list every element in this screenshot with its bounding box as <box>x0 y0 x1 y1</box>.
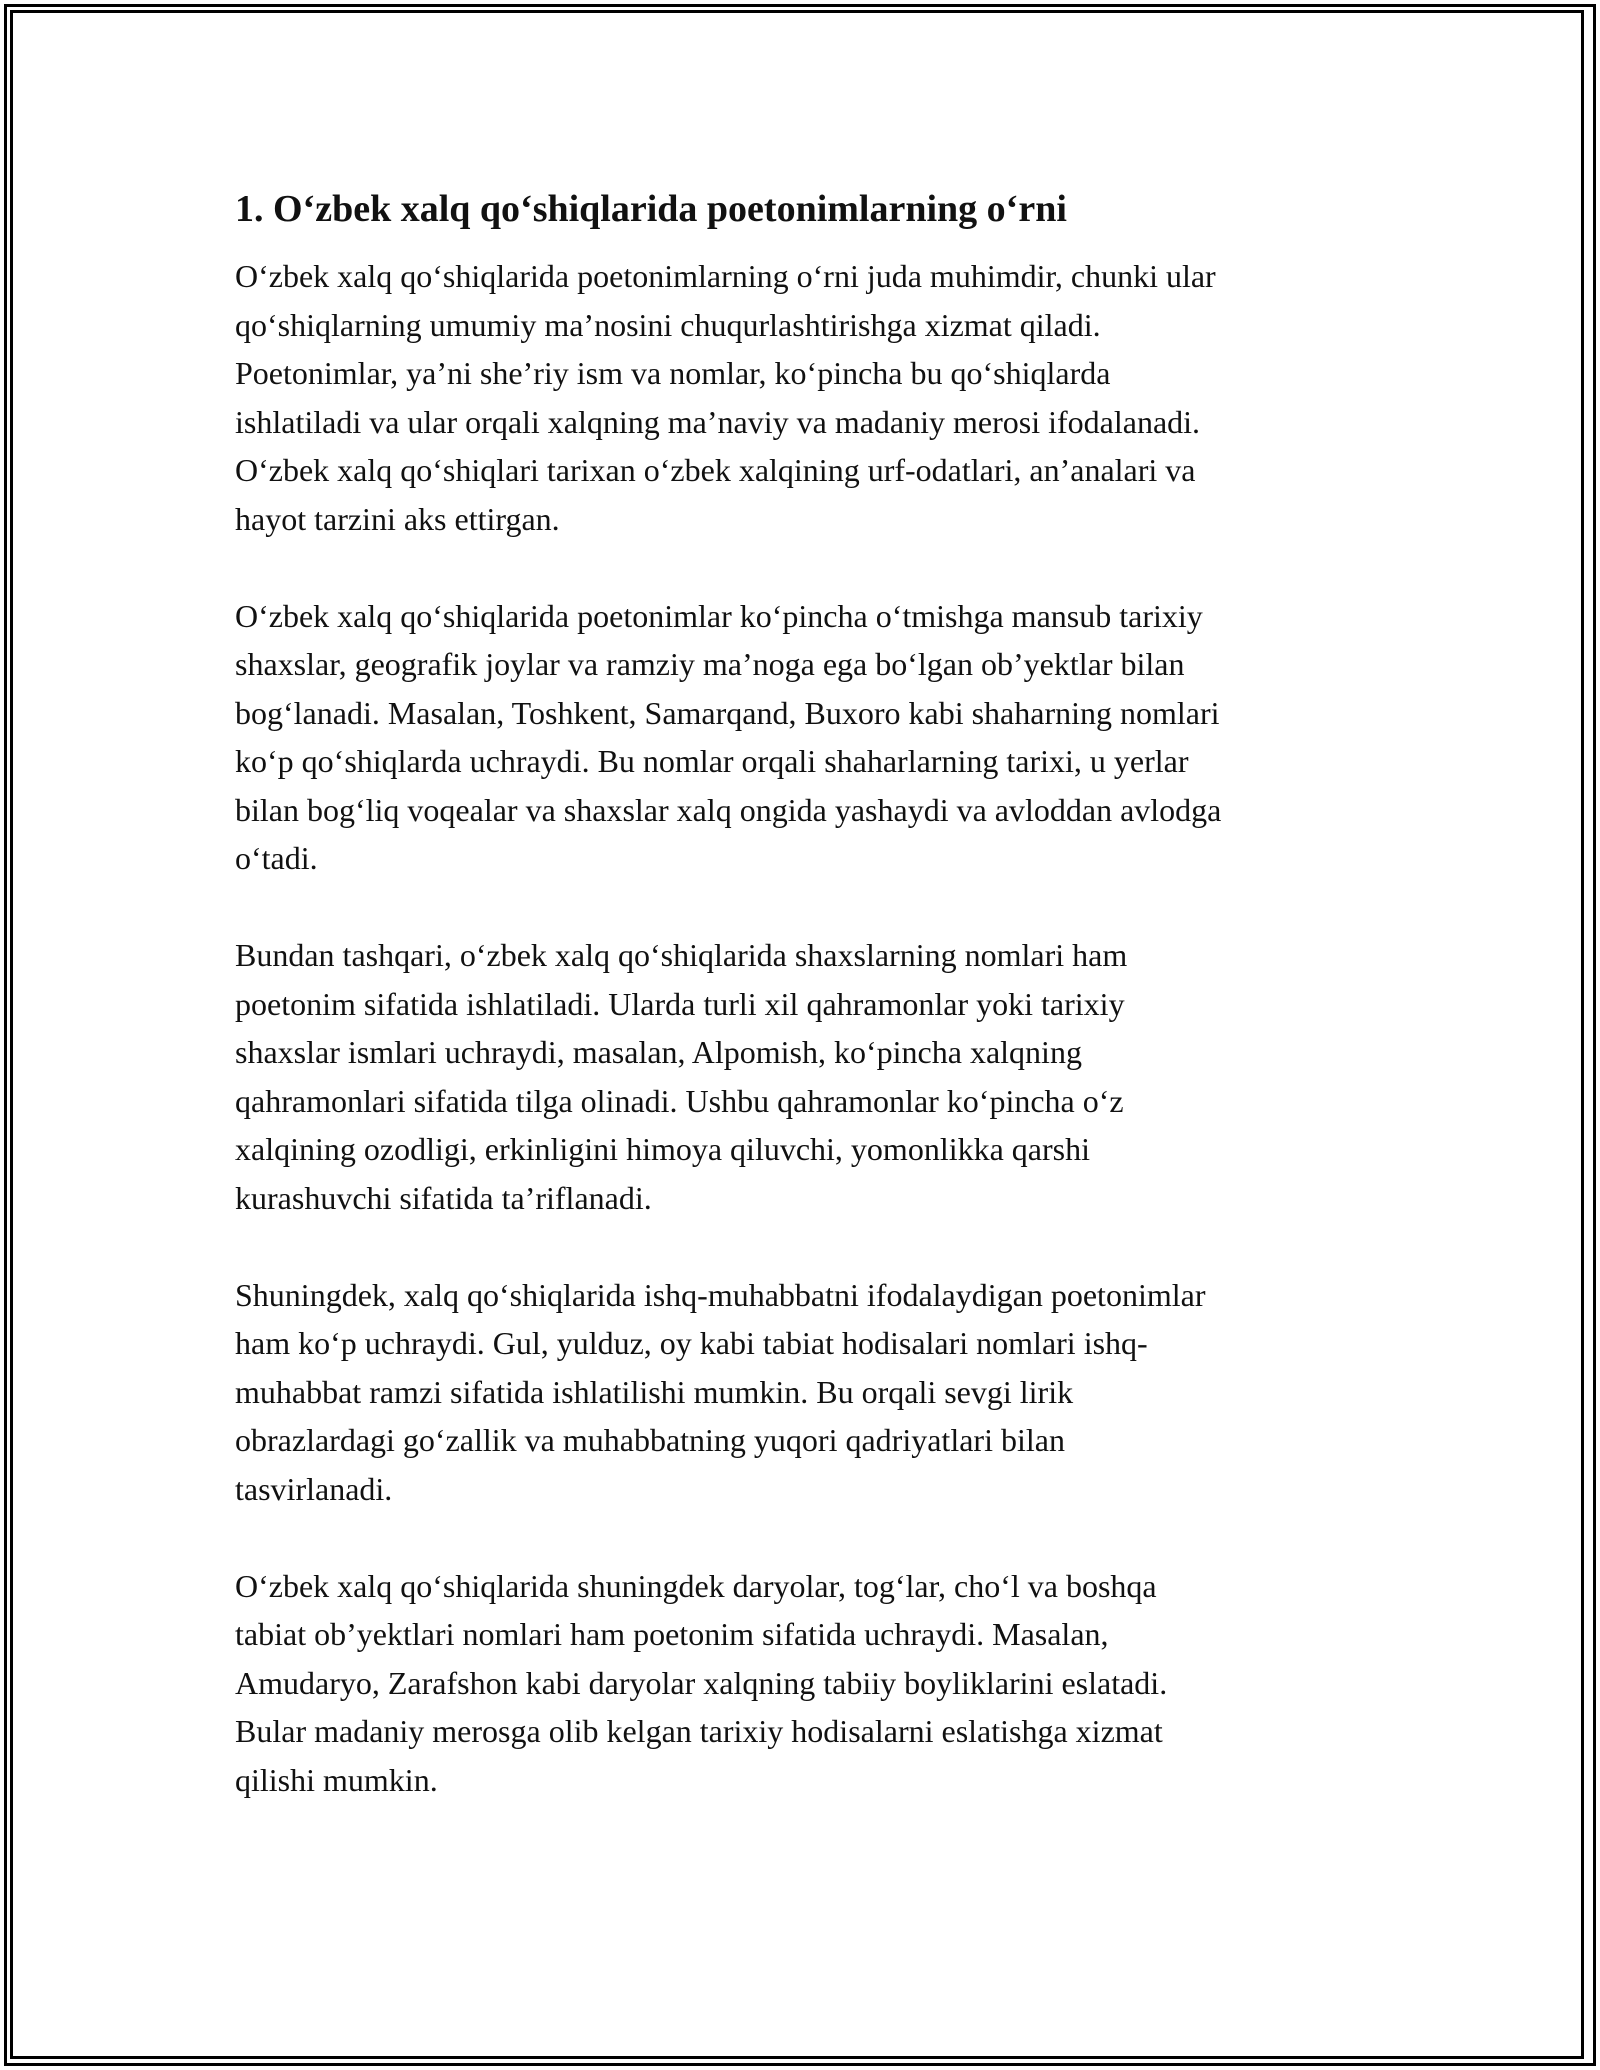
paragraph-1: O‘zbek xalq qo‘shiqlarida poetonimlarning o‘rni juda muhimdir, chunki ular qo‘shiqlarning umumiy ma’nosini chuqurlashtirishga xizmat qiladi. Poetonimlar, ya’ni she’riy ism va nomlar, ko‘pincha bu qo‘shiqlarda ishlatiladi va ular orqali xalqning ma’naviy va madaniy merosi ifodalanadi. O‘zbek xalq qo‘shiqlari tarixan o‘zbek xalqining urf-odatlari, an’analari va hayot tarzini aks ettirgan. <box>235 258 1216 537</box>
paragraph-3: Bundan tashqari, o‘zbek xalq qo‘shiqlarida shaxslarning nomlari ham poetonim sifatida ishlatiladi. Ularda turli xil qahramonlar yoki tarixiy shaxslar ismlari uchraydi, masalan, Alpomish, ko‘pincha xalqning qahramonlari sifatida tilga olinadi. Ushbu qahramonlar ko‘pincha o‘z xalqining ozodligi, erkinligini himoya qiluvchi, yomonlikka qarshi kurashuvchi sifatida ta’riflanadi. <box>235 937 1128 1216</box>
paragraph-4: Shuningdek, xalq qo‘shiqlarida ishq-muhabbatni ifodalaydigan poetonimlar ham ko‘p uchraydi. Gul, yulduz, oy kabi tabiat hodisalari nomlari ishq- muhabbat ramzi sifatida ishlatilishi mumkin. Bu orqali sevgi lirik obrazlardagi go‘zallik va muhabbatning yuqori qadriyatlari bilan tasvirlanadi. <box>235 1276 1206 1507</box>
section-heading: 1. O‘zbek xalq qo‘shiqlarida poetonimlarning o‘rni <box>235 188 1067 230</box>
document-body <box>235 185 1385 1853</box>
paragraph-5: O‘zbek xalq qo‘shiqlarida shuningdek daryolar, tog‘lar, cho‘l va boshqa tabiat ob’yektlari nomlari ham poetonim sifatida uchraydi. Masalan, Amudaryo, Zarafshon kabi daryolar xalqning tabiiy boyliklarini eslatadi. Bular madaniy merosga olib kelgan tarixiy hodisalarni eslatishga xizmat qilishi mumkin. <box>235 1567 1168 1798</box>
paragraph-2: O‘zbek xalq qo‘shiqlarida poetonimlar ko‘pincha o‘tmishga mansub tarixiy shaxslar, geografik joylar va ramziy ma’noga ega bo‘lgan ob’yektlar bilan bog‘lanadi. Masalan, Toshkent, Samarqand, Buxoro kabi shaharning nomlari ko‘p qo‘shiqlarda uchraydi. Bu nomlar orqali shaharlarning tarixi, u yerlar bilan bog‘liq voqealar va shaxslar xalq ongida yashaydi va avloddan avlodga o‘tadi. <box>235 597 1222 876</box>
